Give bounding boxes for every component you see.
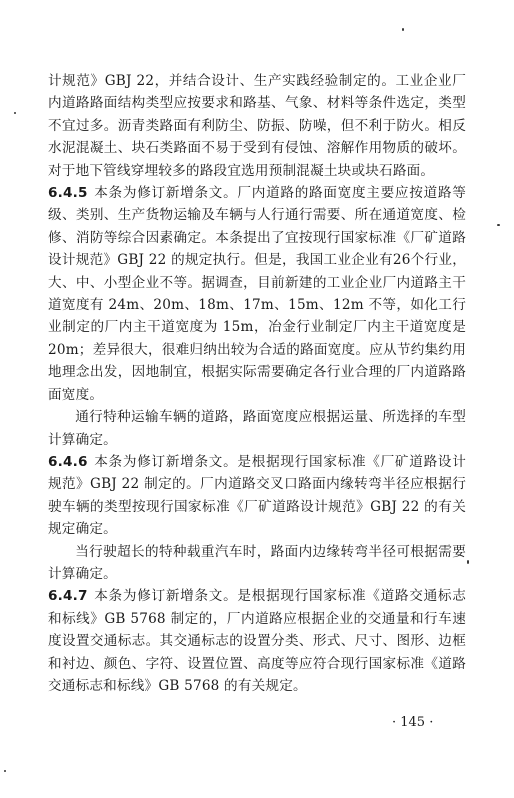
scan-speck: [4, 770, 6, 772]
clause-number: 6.4.7: [48, 588, 88, 605]
paragraph-turning-radius: [48, 541, 466, 586]
scan-speck: [467, 560, 469, 564]
scan-speck: [497, 224, 500, 226]
paragraph-text: 通行特种运输车辆的道路，路面宽度应根据运量、所选择的车型计算确定。: [48, 409, 466, 448]
paragraph-special-vehicles: [48, 406, 466, 451]
document-body: [48, 70, 466, 697]
clause-number: 6.4.6: [48, 453, 88, 470]
clause-6-4-6: [48, 451, 466, 541]
paragraph-continuation: [48, 70, 466, 182]
clause-text: 本条为修订新增条文。是根据现行国家标准《道路交通标志和标线》GB 5768 制定的，厂内道路应根据企业的交通量和行车速度设置交通标志。其交通标志的设置分类、形式、尺寸、图形、边框和衬边、颜色、字符、设置位置、高度等应符合现行国家标准《道路交通标志和标线》GB 5768 的有关规定。: [48, 588, 466, 694]
clause-6-4-7: [48, 585, 466, 697]
paragraph-text: 计规范》GBJ 22，并结合设计、生产实践经验制定的。工业企业厂内道路路面结构类型应按要求和路基、气象、材料等条件选定，类型不宜过多。沥青类路面有利防尘、防振、防噪，但不利于防火。相反水泥混凝土、块石类路面不易于受到有侵蚀、溶解作用物质的破坏。对于地下管线穿埋较多的路段宜选用预制混凝土块或块石路面。: [48, 73, 466, 179]
clause-6-4-5: [48, 182, 466, 406]
clause-text: 本条为修订新增条文。厂内道路的路面宽度主要应按道路等级、类别、生产货物运输及车辆与人行通行需要、所在通道宽度、检修、消防等综合因素确定。本条提出了宜按现行国家标准《厂矿道路设计规范》GBJ 22 的规定执行。但是，我国工业企业有26个行业，大、中、小型企业不等。据调查，目前新建的工业企业厂内道路主干道宽度有 24m、20m、18m、17m、15m、12m 不等，如化工行业制定的厂内主干道宽度为 15m，冶金行业制定厂内主干道宽度是 20m；差异很大，很难归纳出较为合适的路面宽度。应从节约集约用地理念出发，因地制宜，根据实际需要确定各行业合理的厂内道路路面宽度。: [48, 185, 466, 403]
clause-number: 6.4.5: [48, 185, 88, 202]
scan-speck: [14, 112, 16, 114]
page-number: · 145 ·: [392, 715, 434, 730]
paragraph-text: 当行驶超长的特种载重汽车时，路面内边缘转弯半径可根据需要计算确定。: [48, 543, 466, 582]
scan-speck: [402, 28, 404, 31]
clause-text: 本条为修订新增条文。是根据现行国家标准《厂矿道路设计规范》GBJ 22 制定的。厂内道路交叉口路面内缘转弯半径应根据行驶车辆的类型按现行国家标准《厂矿道路设计规范》GBJ 22 的有关规定确定。: [48, 453, 466, 538]
